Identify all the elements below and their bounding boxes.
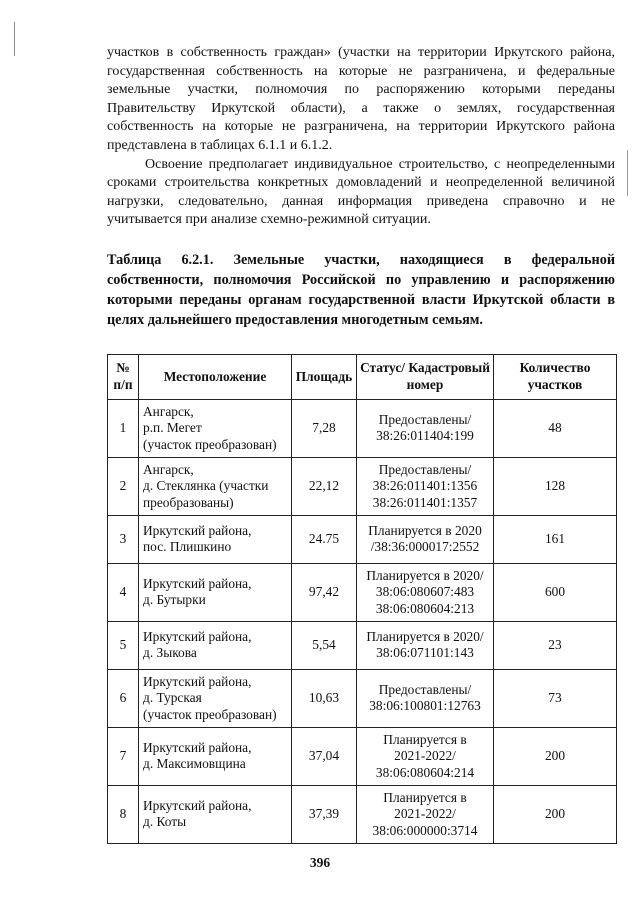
- cell-location: [139, 727, 292, 785]
- cell-area: 37,39: [292, 785, 357, 843]
- cell-area: 10,63: [292, 669, 357, 727]
- table-caption: Таблица 6.2.1. Земельные участки, находящиеся в федеральной собственности, полномочия Российской по управлению и распоряжению которыми переданы органам государственной власти Иркутской области в целях дальнейшего предоставления многодетным семьям.: [107, 251, 615, 328]
- status-line: 2021-2022/: [394, 748, 456, 764]
- table-row: [108, 563, 617, 621]
- status-line: 38:06:080604:213: [375, 600, 475, 616]
- location-line: Иркутский района,: [143, 522, 252, 538]
- scan-margin-line-right: [627, 150, 628, 196]
- header-location: Местоположение: [139, 354, 292, 399]
- cell-num: 4: [108, 563, 139, 621]
- cell-count: 161: [494, 515, 617, 563]
- cell-area: 5,54: [292, 621, 357, 669]
- cell-count: 23: [494, 621, 617, 669]
- location-line: (участок преобразован): [143, 706, 277, 722]
- cell-area: 24.75: [292, 515, 357, 563]
- cell-area: 37,04: [292, 727, 357, 785]
- cell-location: [139, 621, 292, 669]
- location-line: д. Бутырки: [143, 592, 206, 608]
- location-line: (участок преобразован): [143, 436, 277, 452]
- cell-location: [139, 515, 292, 563]
- table-row: [108, 785, 617, 843]
- intro-paragraph-2: Освоение предполагает индивидуальное строительство, с неопределенными сроками строительства конкретных домовладений и неопределенной величиной нагрузки, следовательно, данная информация приведена справочно и не учитывается при анализе схемно-режимной ситуации.: [107, 156, 615, 228]
- cell-area: 22,12: [292, 457, 357, 515]
- cell-status: [357, 399, 494, 457]
- status-line: Предоставлены/: [378, 411, 472, 427]
- location-line: Ангарск,: [143, 403, 194, 419]
- cell-status: [357, 785, 494, 843]
- location-line: д. Турская: [143, 690, 202, 706]
- status-line: 38:26:011404:199: [376, 428, 474, 444]
- location-line: д. Зыкова: [143, 645, 197, 661]
- cell-area: 7,28: [292, 399, 357, 457]
- cell-location: [139, 399, 292, 457]
- cell-num: 1: [108, 399, 139, 457]
- cell-status: [357, 515, 494, 563]
- header-count: Количество участков: [494, 354, 617, 399]
- header-num: № п/п: [108, 354, 139, 399]
- cell-num: 8: [108, 785, 139, 843]
- cell-status: [357, 727, 494, 785]
- cell-location: [139, 669, 292, 727]
- cell-status: [357, 669, 494, 727]
- table-row: [108, 621, 617, 669]
- location-line: Иркутский района,: [143, 739, 252, 755]
- status-line: /38:36:000017:2552: [370, 539, 480, 555]
- status-line: Планируется в: [383, 789, 467, 805]
- status-line: 38:06:071101:143: [376, 645, 474, 661]
- location-line: пос. Плишкино: [143, 539, 232, 555]
- header-status: Статус/ Кадастровый номер: [357, 354, 494, 399]
- table-row: [108, 669, 617, 727]
- cell-count: 200: [494, 727, 617, 785]
- location-line: Иркутский района,: [143, 673, 252, 689]
- location-line: д. Стеклянка (участки: [143, 478, 269, 494]
- location-line: д. Максимовщина: [143, 756, 246, 772]
- location-line: Иркутский района,: [143, 575, 252, 591]
- status-line: 38:06:100801:12763: [369, 698, 481, 714]
- status-line: 38:26:011401:1356: [372, 478, 478, 494]
- status-line: 2021-2022/: [394, 806, 456, 822]
- location-line: д. Коты: [143, 814, 187, 830]
- status-line: Предоставлены/: [378, 461, 472, 477]
- location-line: Иркутский района,: [143, 628, 252, 644]
- location-line: р.п. Мегет: [143, 420, 202, 436]
- table-row: [108, 399, 617, 457]
- table-body: [108, 399, 617, 843]
- cell-num: 2: [108, 457, 139, 515]
- cell-count: 73: [494, 669, 617, 727]
- table-row: [108, 727, 617, 785]
- cell-count: 200: [494, 785, 617, 843]
- cell-location: [139, 785, 292, 843]
- cell-location: [139, 563, 292, 621]
- table-header-row: [108, 354, 617, 399]
- table-row: [108, 457, 617, 515]
- document-page: [107, 44, 615, 844]
- status-line: 38:06:080607:483: [375, 584, 475, 600]
- status-line: Планируется в 2020: [368, 522, 482, 538]
- cell-count: 128: [494, 457, 617, 515]
- status-line: 38:06:000000:3714: [372, 822, 478, 838]
- cell-status: [357, 621, 494, 669]
- cell-num: 3: [108, 515, 139, 563]
- land-plots-table: [107, 354, 617, 844]
- status-line: 38:26:011401:1357: [372, 494, 478, 510]
- page-number: 396: [309, 855, 331, 870]
- status-line: 38:06:080604:214: [375, 764, 475, 780]
- location-line: Иркутский района,: [143, 797, 252, 813]
- cell-num: 7: [108, 727, 139, 785]
- cell-num: 6: [108, 669, 139, 727]
- status-line: Предоставлены/: [378, 681, 472, 697]
- cell-location: [139, 457, 292, 515]
- scan-margin-line: [14, 22, 15, 56]
- status-line: Планируется в 2020/: [366, 567, 484, 583]
- cell-status: [357, 457, 494, 515]
- table-row: [108, 515, 617, 563]
- location-line: преобразованы): [143, 494, 234, 510]
- intro-paragraph-1: участков в собственность граждан» (участки на территории Иркутского района, государственная собственность на которые не разграничена, и федеральные земельные участки, полномочия по распоряжению которыми переданы Правительству Иркутской области), а также о землях, государственная собственность на которые не разграничена, на территории Иркутского района представлена в таблицах 6.1.1 и 6.1.2.: [107, 45, 615, 153]
- cell-count: 48: [494, 399, 617, 457]
- location-line: Ангарск,: [143, 461, 194, 477]
- cell-area: 97,42: [292, 563, 357, 621]
- status-line: Планируется в: [383, 731, 467, 747]
- cell-status: [357, 563, 494, 621]
- header-area: Площадь: [292, 354, 357, 399]
- cell-num: 5: [108, 621, 139, 669]
- status-line: Планируется в 2020/: [366, 628, 484, 644]
- cell-count: 600: [494, 563, 617, 621]
